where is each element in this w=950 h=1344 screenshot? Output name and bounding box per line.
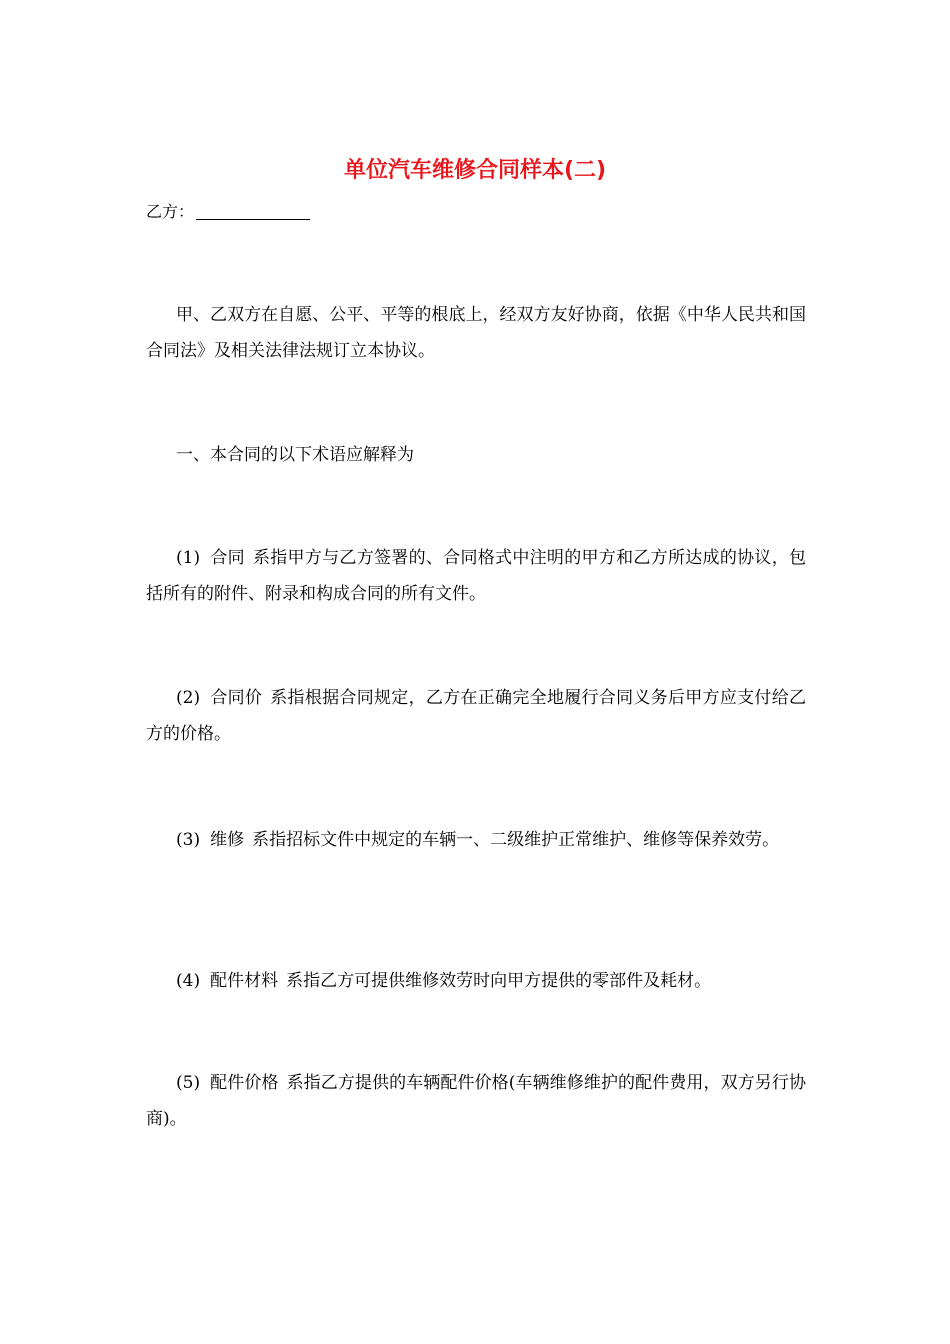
definition-text: 系指招标文件中规定的车辆一、二级维护正常维护、维修等保养效劳。: [252, 830, 780, 850]
party-b-label: 乙方：: [146, 202, 195, 221]
intro-paragraph: 甲、乙双方在自愿、公平、平等的根底上，经双方友好协商，依据《中华人民共和国合同法》及相关法律法规订立本协议。: [146, 305, 806, 361]
definition-item: [146, 1065, 806, 1137]
definition-item: [146, 963, 806, 999]
definition-item: [146, 540, 806, 612]
definition-term: 配件价格: [210, 1073, 279, 1093]
party-b-line: [146, 198, 310, 226]
definition-number: (5): [176, 1073, 201, 1093]
definition-number: (4): [176, 971, 201, 991]
definition-number: (3): [176, 830, 201, 850]
definition-number: (1): [176, 548, 201, 568]
definition-term: 维修: [210, 830, 245, 850]
definition-text: 系指甲方与乙方签署的、合同格式中注明的甲方和乙方所达成的协议，包括所有的附件、附录和构成合同的所有文件。: [146, 548, 806, 604]
definition-text: 系指根据合同规定，乙方在正确完全地履行合同义务后甲方应支付给乙方的价格。: [146, 688, 807, 744]
definition-term: 合同: [210, 548, 245, 568]
definition-term: 配件材料: [210, 971, 279, 991]
definition-number: (2): [176, 688, 201, 708]
definition-item: [146, 822, 806, 858]
definition-text: 系指乙方可提供维修效劳时向甲方提供的零部件及耗材。: [286, 971, 712, 991]
section-1-heading: 一、本合同的以下术语应解释为: [176, 445, 414, 465]
definition-term: 合同价: [210, 688, 263, 708]
party-b-blank-field: [196, 201, 310, 220]
definition-text: 系指乙方提供的车辆配件价格(车辆维修维护的配件费用，双方另行协商)。: [146, 1073, 806, 1129]
definition-item: [146, 680, 806, 752]
document-title: 单位汽车维修合同样本(二): [343, 158, 607, 183]
